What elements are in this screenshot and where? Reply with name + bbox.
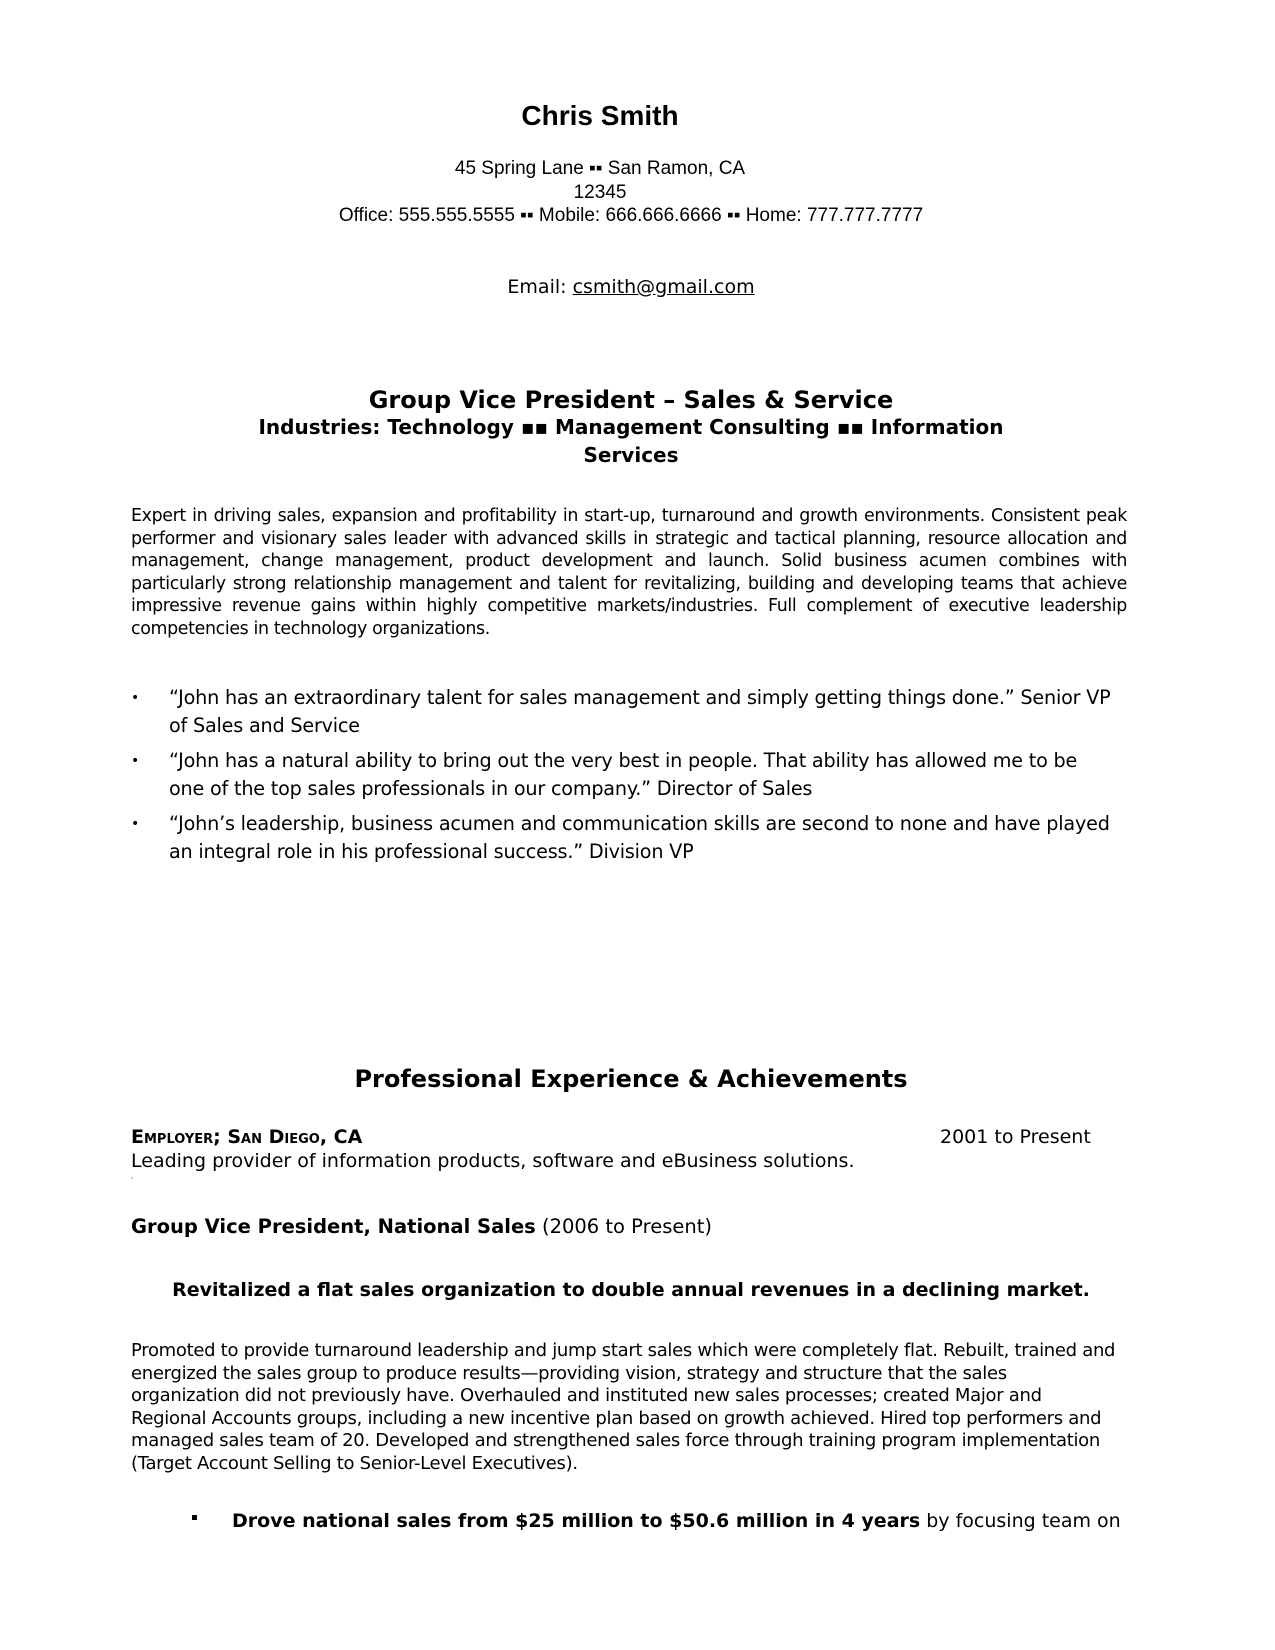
stray-mark: ' bbox=[131, 1176, 134, 1185]
testimonial-text: “John has a natural ability to bring out the very best in people. That ability has allowed me to be one of the top sales professionals in our company.” Director of Sales bbox=[169, 749, 1078, 800]
achievement-rest: by focusing team on bbox=[920, 1510, 1121, 1532]
professional-summary: Expert in driving sales, expansion and profitability in start-up, turnaround and growth environments. Consistent peak performer and visionary sales leader with advanced skills in strategic and tactical planning, resource allocation and management, change management, product development and launch. Solid business acumen combines with particularly strong relationship management and talent for revitalizing, building and developing teams that achieve impressive revenue gains within highly competitive markets/industries. Full complement of executive leadership competencies in technology organizations. bbox=[131, 506, 1127, 639]
role-title: Group Vice President, National Sales bbox=[131, 1215, 536, 1238]
email-line bbox=[0, 276, 1262, 298]
experience-heading: Professional Experience & Achievements bbox=[354, 1065, 908, 1093]
role-description: Promoted to provide turnaround leadership and jump start sales which were completely flat. Rebuilt, trained and energized the sales group to produce results—providing vision, strategy and structure that the sales organization did not previously have. Overhauled and instituted new sales processes; created Major and Regional Accounts groups, including a new incentive plan based on growth achieved. Hired top performers and managed sales team of 20. Developed and strengthened sales force through training program implementation (Target Account Selling to Senior-Level Executives). bbox=[131, 1340, 1116, 1474]
testimonial-item bbox=[131, 684, 1111, 740]
testimonial-item bbox=[131, 810, 1111, 866]
industries-line-1: Industries: Technology ▪▪ Management Consulting ▪▪ Information bbox=[258, 415, 1004, 439]
bullet-icon: • bbox=[131, 753, 140, 769]
employment-dates: 2001 to Present bbox=[940, 1126, 1091, 1148]
role-dates: (2006 to Present) bbox=[535, 1215, 712, 1238]
email-label: Email: bbox=[507, 276, 573, 298]
testimonial-text: “John has an extraordinary talent for sales management and simply getting things done.” Senior VP of Sales and Service bbox=[169, 686, 1111, 737]
candidate-name: Chris Smith bbox=[521, 100, 679, 131]
position-title: Group Vice President – Sales & Service bbox=[368, 386, 894, 414]
bullet-icon: • bbox=[131, 690, 140, 706]
role-headline: Revitalized a flat sales organization to double annual revenues in a declining market. bbox=[172, 1279, 1090, 1301]
address-line-1: 45 Spring Lane ▪▪ San Ramon, CA bbox=[454, 158, 746, 179]
address-line-2: 12345 bbox=[573, 182, 627, 203]
square-bullet-icon bbox=[192, 1515, 197, 1520]
phone-numbers: Office: 555.555.5555 ▪▪ Mobile: 666.666.6666 ▪▪ Home: 777.777.7777 bbox=[338, 205, 924, 226]
industries-heading bbox=[0, 413, 1262, 469]
industries-line-2: Services bbox=[583, 443, 679, 467]
achievement-text bbox=[232, 1510, 1121, 1532]
role-heading bbox=[131, 1215, 712, 1238]
employer-description: Leading provider of information products, software and eBusiness solutions. bbox=[131, 1150, 855, 1172]
employer-name: Employer; San Diego, CA bbox=[131, 1126, 363, 1148]
achievement-bold: Drove national sales from $25 million to $50.6 million in 4 years bbox=[232, 1510, 921, 1532]
testimonial-item bbox=[131, 747, 1111, 803]
bullet-icon: • bbox=[131, 816, 140, 832]
email-link[interactable]: csmith@gmail.com bbox=[572, 276, 755, 298]
testimonial-text: “John’s leadership, business acumen and communication skills are second to none and have played an integral role in his professional success.” Division VP bbox=[169, 812, 1110, 863]
testimonial-list bbox=[131, 684, 1111, 873]
